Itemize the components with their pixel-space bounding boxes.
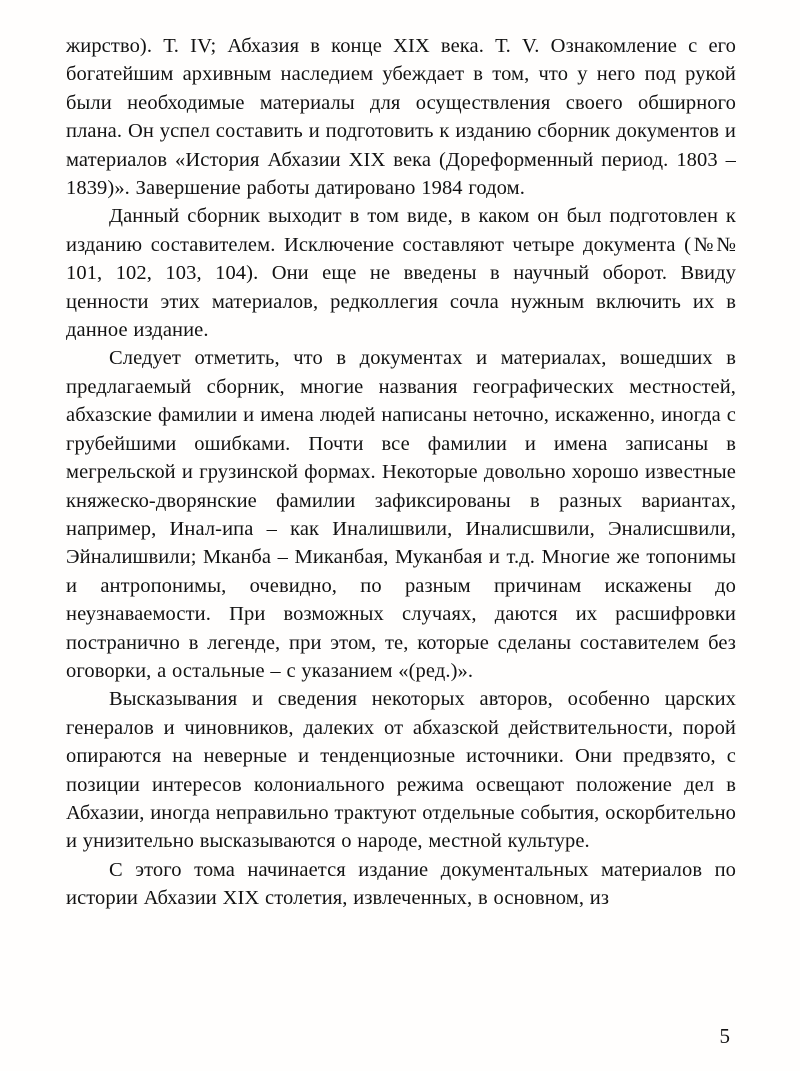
paragraph: Следует отметить, что в документах и материалах, вошедших в предлагаемый сборник, многие названия географических местностей, абхазские фамилии и имена людей написаны неточно, искаженно, иногда с грубейшими ошибками. Почти все фамилии и имена записаны в мегрельской и грузинской формах. Некоторые довольно хорошо известные княжеско-дворянские фамилии зафиксированы в разных вариантах, например, Инал-ипа – как Иналишвили, Иналисшвили, Эналисшвили, Эйналишвили; Мканба – Миканбая, Муканбая и т.д. Многие же топонимы и антропонимы, очевидно, по разным причинам искажены до неузнаваемости. При возможных случаях, даются их расшифровки постранично в легенде, при этом, те, которые сделаны составителем без оговорки, а остальные – с указанием «(ред.)». [66,347,736,682]
paragraph: Данный сборник выходит в том виде, в каком он был подготовлен к изданию составителем. Исключение составляют четыре документа (№№ 101, 102, 103, 104). Они еще не введены в научный оборот. Ввиду ценности этих материалов, редколлегия сочла нужным включить их в данное издание. [66,205,736,342]
paragraph: С этого тома начинается издание документальных материалов по истории Абхазии XIX столетия, извлеченных, в основном, из [66,858,736,910]
paragraph: Высказывания и сведения некоторых авторов, особенно царских генералов и чиновников, далеких от абхазской действительности, порой опираются на неверные и тенденциозные источники. Они предвзято, с позиции интересов колониального режима освещают положение дел в Абхазии, иногда неправильно трактуют отдельные события, оскорбительно и унизительно высказываются о народе, местной культуре. [66,688,736,853]
page-number: 5 [719,1024,730,1048]
page-text [66,32,736,913]
paragraph-continuation: жирство). Т. IV; Абхазия в конце XIX века. Т. V. Ознакомление с его богатейшим архивным наследием убеждает в том, что у него под рукой были необходимые материалы для осуществления своего обширного плана. Он успел составить и подготовить к изданию сборник документов и материалов «История Абхазии XIX века (Дореформенный период. 1803 – 1839)». Завершение работы датировано 1984 годом. [66,35,736,200]
